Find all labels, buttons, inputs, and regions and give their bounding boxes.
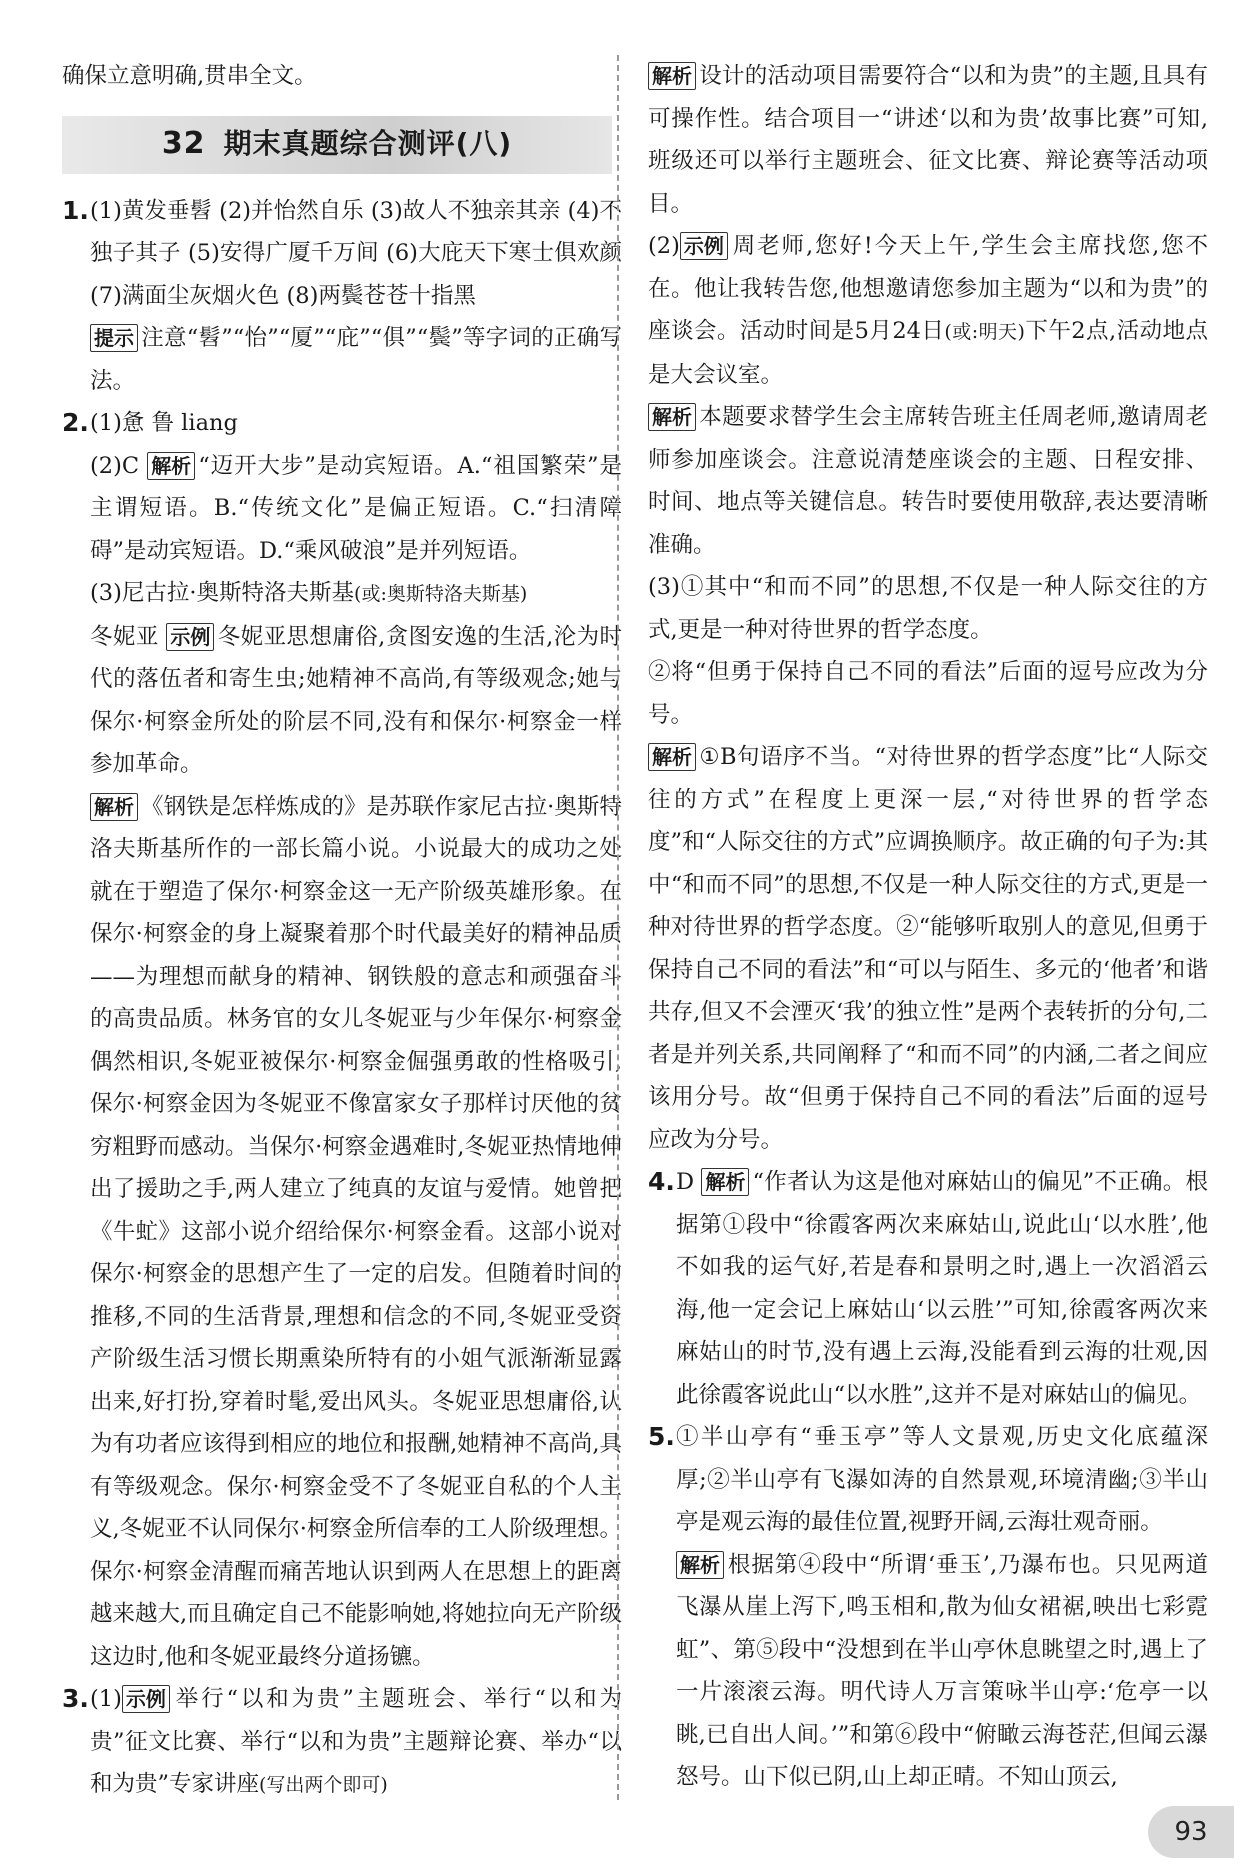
- example-text-end: 下午2点,活动地点是大会议室。: [648, 318, 1208, 388]
- sub-number: (1): [90, 1686, 122, 1712]
- tip-label: 提示: [90, 324, 138, 352]
- analysis-text: 《钢铁是怎样炼成的》是苏联作家尼古拉·奥斯特洛夫斯基所作的一部长篇小说。小说最大的成功之处就在于塑造了保尔·柯察金这一无产阶级英雄形象。在保尔·柯察金的身上凝聚着那个时代最美好的精神品质——为理想而献身的精神、钢铁般的意志和顽强奋斗的高贵品质。林务官的女儿冬妮亚与少年保尔·柯察金偶然相识,冬妮亚被保尔·柯察金倔强勇敢的性格吸引,保尔·柯察金因为冬妮亚不像富家女子那样讨厌他的贫穷粗野而感动。当保尔·柯察金遇难时,冬妮亚热情地伸出了援助之手,两人建立了纯真的友谊与爱情。她曾把《牛虻》这部小说介绍给保尔·柯察金看。这部小说对保尔·柯察金的思想产生了一定的启发。但随着时间的推移,不同的生活背景,理想和信念的不同,冬妮亚受资产阶级生活习惯长期熏染所特有的小姐气派渐渐显露出来,好打扮,穿着时髦,爱出风头。冬妮亚思想庸俗,认为有功者应该得到相应的地位和报酬,她精神不高尚,具有等级观念。保尔·柯察金受不了冬妮亚自私的个人主义,冬妮亚不认同保尔·柯察金所信奉的工人阶级理想。保尔·柯察金清醒而痛苦地认识到两人在思想上的距离越来越大,而且确定自己不能影响她,将她拉向无产阶级这边时,他和冬妮亚最终分道扬镳。: [90, 793, 622, 1670]
- question-5: [648, 1416, 1208, 1799]
- example-text: 周老师,您好!今天上午,学生会主席找您,您不在。他让我转告您,他想邀请您参加主题为“以和为贵”的座谈会。活动时间是5月24日: [648, 233, 1208, 344]
- question-3-continued: [648, 55, 1208, 1161]
- question-3: [62, 1678, 622, 1807]
- analysis-text: “作者认为这是他对麻姑山的偏见”不正确。根据第①段中“徐霞客两次来麻姑山,说此山‘以水胜’,他不如我的运气好,若是春和景明之时,遇上一次滔滔云海,他一定会记上麻姑山‘以云胜’”可知,徐霞客两次来麻姑山的时节,没有遇上云海,没能看到云海的壮观,因此徐霞客说此山“以水胜”,这并不是对麻姑山的偏见。: [676, 1169, 1208, 1408]
- analysis-label: 解析: [701, 1168, 749, 1196]
- analysis-label: 解析: [90, 793, 138, 821]
- note-text: (或:奥斯特洛夫斯基): [354, 583, 528, 605]
- answer-text: ①半山亭有“垂玉亭”等人文景观,历史文化底蕴深厚;②半山亭有飞瀑如涛的自然景观,环境清幽;③半山亭是观云海的最佳位置,视野开阔,云海壮观奇丽。: [676, 1424, 1208, 1535]
- column-divider: [617, 55, 619, 1800]
- left-column: [62, 55, 622, 1807]
- example-label: 示例: [166, 623, 214, 651]
- question-4: [648, 1161, 1208, 1416]
- note-text: (写出两个即可): [259, 1774, 388, 1796]
- answer-text: (3)尼古拉·奥斯特洛夫斯基: [90, 580, 355, 606]
- page-number: 93: [1148, 1806, 1234, 1858]
- answer-text: (3)①其中“和而不同”的思想,不仅是一种人际交往的方式,更是一种对待世界的哲学态度。: [648, 574, 1208, 643]
- analysis-text: 本题要求替学生会主席转告班主任周老师,邀请周老师参加座谈会。注意说清楚座谈会的主题、日程安排、时间、地点等关键信息。转告时要使用敬辞,表达要清晰准确。: [648, 404, 1208, 558]
- question-1: [62, 190, 622, 403]
- analysis-label: 解析: [648, 743, 696, 771]
- section-heading: 期末真题综合测评(八): [223, 127, 513, 161]
- answer-choice: D: [676, 1169, 695, 1195]
- analysis-label: 解析: [676, 1551, 724, 1579]
- analysis-label: 解析: [648, 403, 696, 431]
- question-2: [62, 402, 622, 1678]
- answer-text: (1)黄发垂髫 (2)并怡然自乐 (3)故人不独亲其亲 (4)不独子其子 (5)安得广厦千万间 (6)大庇天下寒士俱欢颜 (7)满面尘灰烟火色 (8)两鬓苍苍十指黑: [90, 197, 622, 309]
- analysis-text: 根据第④段中“所谓‘垂玉’,乃瀑布也。只见两道飞瀑从崖上泻下,鸣玉相和,散为仙女裙裾,映出七彩霓虹”、第⑤段中“没想到在半山亭休息眺望之时,遇上了一片滚滚云海。明代诗人万言策咏半山亭:‘危亭一以眺,已自出人间。’”和第⑥段中“俯瞰云海苍茫,但闻云瀑怒号。山下似已阴,山上却正晴。不知山顶云,: [676, 1551, 1208, 1790]
- question-number: 5.: [648, 1422, 675, 1451]
- answer-text: (1)惫 鲁 liang: [90, 410, 238, 436]
- example-text: 举行“以和为贵”主题班会、举行“以和为贵”征文比赛、举行“以和为贵”主题辩论赛、举办“以和为贵”专家讲座: [90, 1686, 622, 1797]
- example-label: 示例: [680, 232, 728, 260]
- analysis-text: 设计的活动项目需要符合“以和为贵”的主题,且具有可操作性。结合项目一“讲述‘以和为贵’故事比赛”可知,班级还可以举行主题班会、征文比赛、辩论赛等活动项目。: [648, 63, 1208, 217]
- example-text: 冬妮亚思想庸俗,贪图安逸的生活,沦为时代的落伍者和寄生虫;她精神不高尚,有等级观念;她与保尔·柯察金所处的阶层不同,没有和保尔·柯察金一样参加革命。: [90, 623, 622, 777]
- continuation-text: 确保立意明确,贯串全文。: [62, 63, 317, 89]
- answer-text: 冬妮亚: [90, 623, 159, 650]
- analysis-label: 解析: [147, 452, 195, 480]
- sub-number: (2): [648, 233, 680, 259]
- analysis-text: ①B句语序不当。“对待世界的哲学态度”比“人际交往的方式”在程度上更深一层,“对待世界的哲学态度”和“人际交往的方式”应调换顺序。故正确的句子为:其中“和而不同”的思想,不仅是一种人际交往的方式,更是一种对待世界的哲学态度。②“能够听取别人的意见,但勇于保持自己不同的看法”和“可以与陌生、多元的‘他者’和谐共存,但又不会湮灭‘我’的独立性”是两个表转折的分句,二者是并列关系,共同阐释了“和而不同”的内涵,二者之间应该用分号。故“但勇于保持自己不同的看法”后面的逗号应改为分号。: [648, 744, 1208, 1153]
- right-column: [648, 55, 1208, 1799]
- question-number: 3.: [62, 1684, 89, 1713]
- answer-choice: (2)C: [90, 452, 140, 479]
- analysis-label: 解析: [648, 62, 696, 90]
- section-number: 32: [161, 126, 206, 162]
- tip-text: 注意“髫”“怡”“厦”“庇”“俱”“鬓”等字词的正确写法。: [90, 325, 622, 394]
- question-number: 1.: [62, 195, 89, 225]
- note-text: (或:明天): [944, 321, 1025, 343]
- answer-text: ②将“但勇于保持自己不同的看法”后面的逗号应改为分号。: [648, 659, 1208, 728]
- question-number: 4.: [648, 1167, 675, 1196]
- section-title: [62, 116, 612, 174]
- example-label: 示例: [122, 1685, 170, 1713]
- question-number: 2.: [62, 408, 89, 437]
- analysis-text: “迈开大步”是动宾短语。A.“祖国繁荣”是主谓短语。B.“传统文化”是偏正短语。C.“扫清障碍”是动宾短语。D.“乘风破浪”是并列短语。: [90, 452, 622, 564]
